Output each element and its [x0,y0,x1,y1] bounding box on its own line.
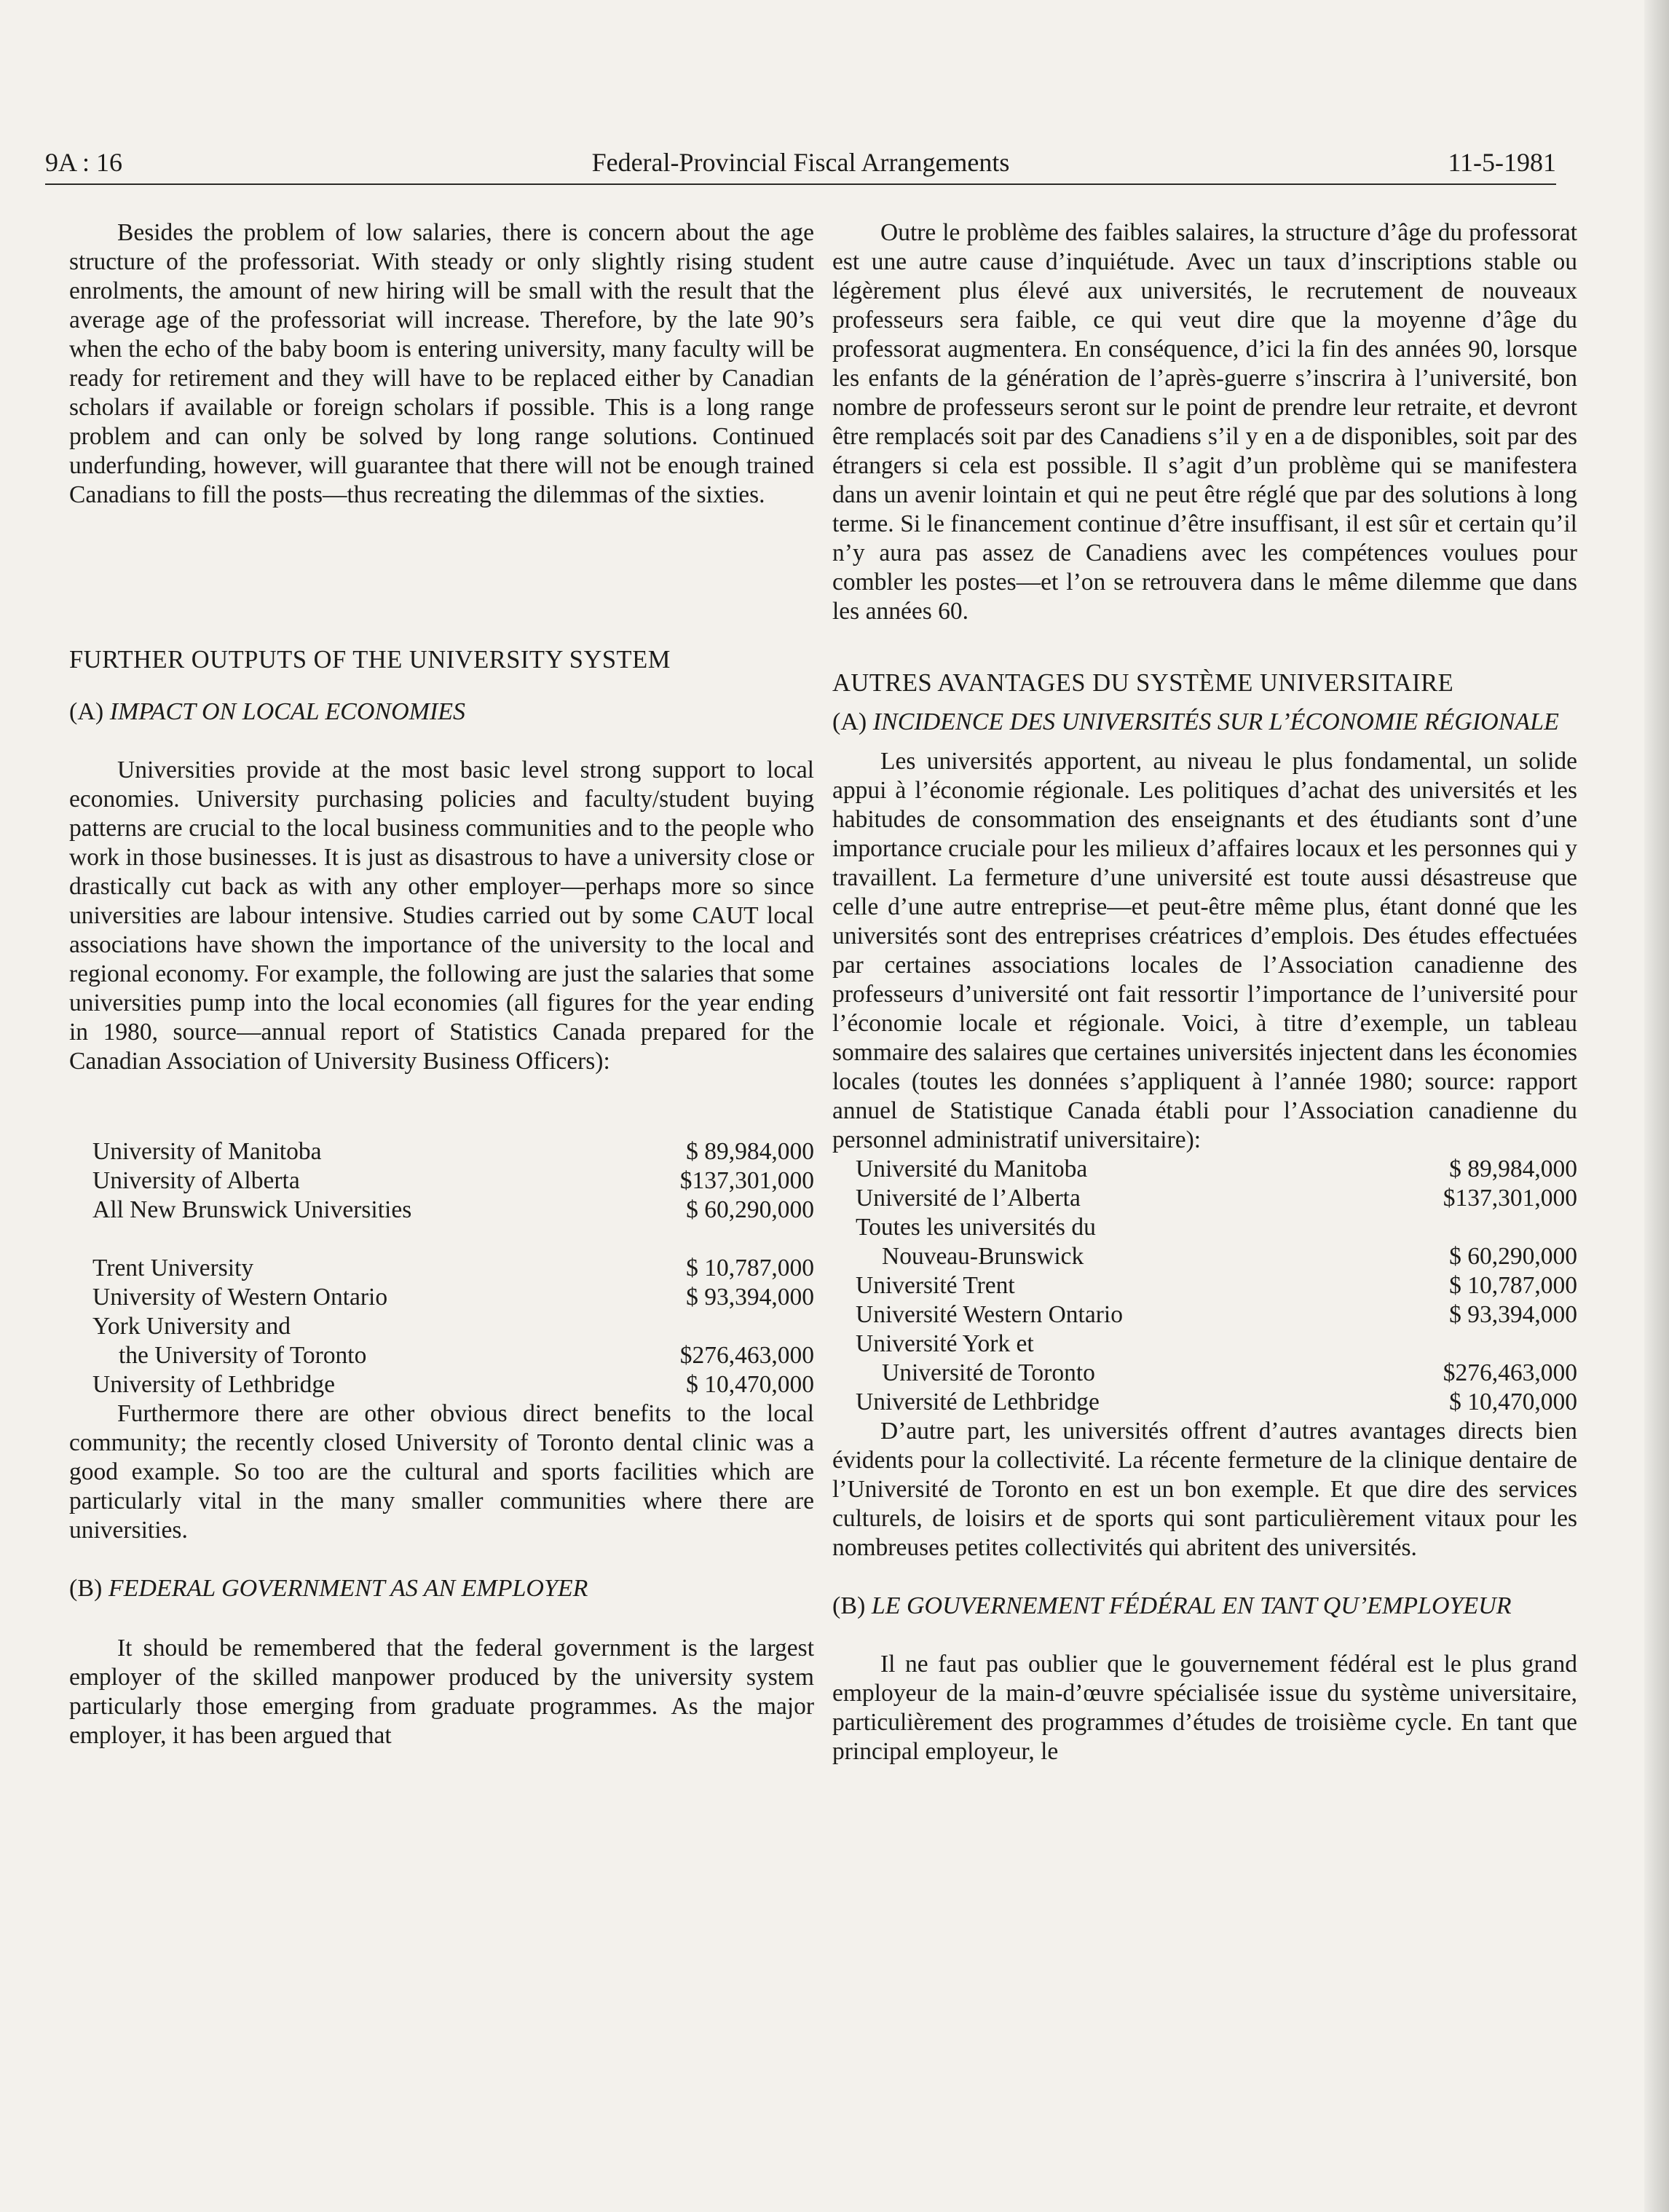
running-title: Federal-Provincial Fiscal Arrangements [591,148,1010,177]
table-row: Nouveau-Brunswick $ 60,290,000 [882,1243,1577,1270]
french-intro-paragraph: Outre le problème des faibles salaires, la structure d’âge du professorat est une autre cause d’inquiétude. Avec un taux d’inscriptions stable ou légèrement plus élevé aux universités, le recrutement de nouveaux professeurs sera faible, ce qui veut dire que la moyenne d’âge du professorat augmentera. En conséquence, d’ici la fin des années 90, lorsque les enfants de la génération de l’après-guerre s’inscrira à l’université, bon nombre de professeurs seront sur le point de prendre leur retraite, et devront être remplacés soit par des Canadiens s’il y en a de disponibles, soit par des étrangers si cela est possible. Il s’agit d’un problème qui se manifestera dans un avenir lointain et qui ne peut être réglé que par des solutions à long terme. Si le financement continue d’être insuffisant, il est sûr et certain qu’il n’y aura pas assez de Canadiens avec les compétences voulues pour combler les postes—et l’on se retrouvera dans le même dilemme que dans les années 60. [832,219,1577,625]
english-paragraph-after-table: Furthermore there are other obvious direct benefits to the local community; the recently closed University of Toronto dental clinic was a good example. So too are the cultural and sports facilities which are particularly vital in the many smaller communities where there are universities. [69,1400,814,1544]
table-row: Université de Toronto $276,463,000 [882,1359,1577,1386]
table-row: Université Western Ontario $ 93,394,000 [856,1301,1577,1328]
french-salary-table [832,1155,1577,1417]
french-section-title: AUTRES AVANTAGES DU SYSTÈME UNIVERSITAIRE [832,669,1454,697]
english-section-title: FURTHER OUTPUTS OF THE UNIVERSITY SYSTEM [69,646,671,674]
french-column [832,218,1577,1766]
english-paragraph-b: It should be remembered that the federal government is the largest employer of the skilled manpower produced by the university system particularly those emerging from graduate programmes. As the major employer, it has been argued that [69,1635,814,1749]
page-number: 9A : 16 [45,148,123,177]
table-spacer [69,1225,814,1254]
french-paragraph-a: Les universités apportent, au niveau le plus fondamental, un solide appui à l’économie régionale. Les politiques d’achat des universités et les habitudes de consommation des enseignants et des étudiants sont d’une importance cruciale pour les milieux d’affaires locaux et les personnes qui y travaillent. La fermeture d’une université est toute aussi désastreuse que celle d’une autre entreprise—et peut-être même plus, étant donné que les universités sont des entreprises créatrices d’emplois. Des études effectuées par certaines associations locales de l’Association canadienne des professeurs d’université ont fait ressortir l’importance de l’université pour l’économie locale et régionale. Voici, à titre d’exemple, un tableau sommaire des salaires que certaines universités injectent dans les économies locales (toutes les données s’appliquent à l’année 1980; source: rapport annuel de Statistique Canada établi pour l’Association canadienne du personnel administratif universitaire): [832,748,1577,1153]
table-row: York University and [92,1313,291,1340]
table-row: Université York et [856,1330,1034,1357]
french-paragraph-after-table: D’autre part, les universités offrent d’autres avantages directs bien évidents pour la collectivité. La récente fermeture de la clinique dentaire de l’Université de Toronto en est un bon exemple. Et que dire des services culturels, de loisirs et de sports qui sont particulièrement vitaux pour les nombreuses petites collectivités qui abritent des universités. [832,1418,1577,1561]
english-column [69,218,814,1750]
table-row: Université Trent $ 10,787,000 [856,1272,1577,1299]
english-salary-table [69,1137,814,1399]
book-spine-shadow [1644,0,1669,2212]
table-row: Université du Manitoba $ 89,984,000 [856,1156,1577,1182]
english-intro-paragraph: Besides the problem of low salaries, there is concern about the age structure of the professoriat. With steady or only slightly rising student enrolments, the amount of new hiring will be small with the result that the average age of the professoriat will increase. Therefore, by the late 90’s when the echo of the baby boom is entering university, many faculty will be ready for retirement and they will have to be replaced either by Canadian scholars if available or foreign scholars if possible. This is a long range problem and can only be solved by long range solutions. Continued underfunding, however, will guarantee that there will not be enough trained Canadians to fill the posts—thus recreating the dilemmas of the sixties. [69,219,814,508]
table-row: University of Western Ontario $ 93,394,000 [92,1284,814,1311]
table-row: University of Manitoba $ 89,984,000 [92,1138,814,1165]
french-subheading-b: (B) LE GOUVERNEMENT FÉDÉRAL EN TANT QU’EMPLOYEUR [832,1592,1512,1619]
french-subheading-a: (A) INCIDENCE DES UNIVERSITÉS SUR L’ÉCONOMIE RÉGIONALE [832,708,1559,735]
page-date: 11-5-1981 [1448,148,1556,177]
table-row: the University of Toronto $276,463,000 [119,1342,814,1369]
english-subheading-b: (B) FEDERAL GOVERNMENT AS AN EMPLOYER [69,1575,588,1602]
french-paragraph-b: Il ne faut pas oublier que le gouvernement fédéral est le plus grand employeur de la main-d’œuvre spécialisée issue du système universitaire, particulièrement des programmes d’études de troisième cycle. En tant que principal employeur, le [832,1651,1577,1765]
table-row: Toutes les universités du [856,1214,1096,1241]
table-row: Université de Lethbridge $ 10,470,000 [856,1389,1577,1415]
english-subheading-a: (A) IMPACT ON LOCAL ECONOMIES [69,698,466,725]
table-row: All New Brunswick Universities $ 60,290,000 [92,1196,814,1223]
table-row: University of Lethbridge $ 10,470,000 [92,1371,814,1398]
page-header [45,144,1556,185]
table-row: Université de l’Alberta $137,301,000 [856,1185,1577,1212]
english-paragraph-a: Universities provide at the most basic level strong support to local economies. University purchasing policies and faculty/student buying patterns are crucial to the local business communities and to the people who work in those businesses. It is just as disastrous to have a university close or drastically cut back as with any other employer—perhaps more so since universities are labour intensive. Studies carried out by some CAUT local associations have shown the importance of the university to the local and regional economy. For example, the following are just the salaries that some universities pump into the local economies (all figures for the year ending in 1980, source—annual report of Statistics Canada prepared for the Canadian Association of University Business Officers): [69,757,814,1075]
table-row: University of Alberta $137,301,000 [92,1167,814,1194]
table-row: Trent University $ 10,787,000 [92,1255,814,1281]
